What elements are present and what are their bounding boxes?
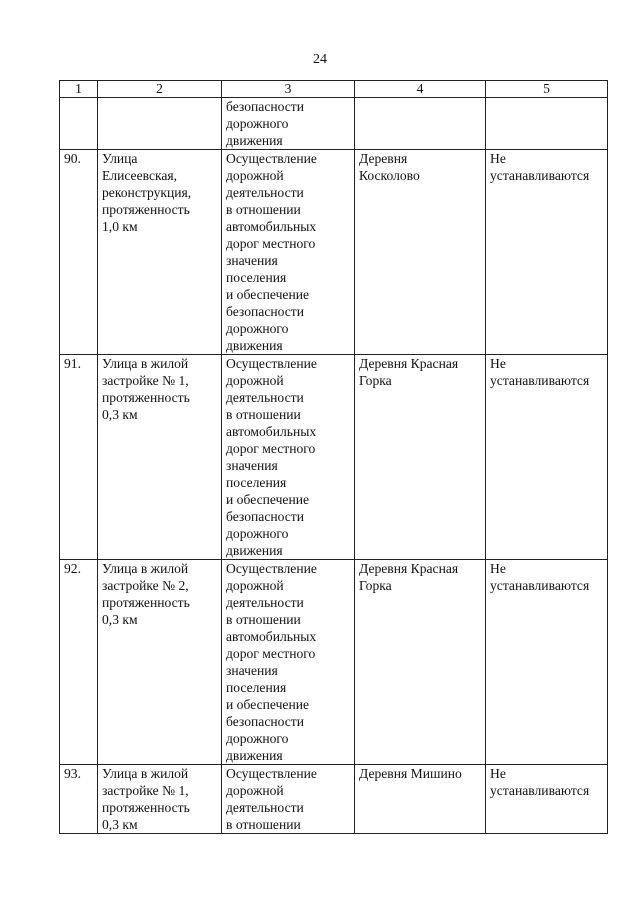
column-header: 3 (222, 81, 355, 98)
column-header: 2 (98, 81, 222, 98)
table-row (60, 150, 608, 355)
object-name: Улица в жилой застройке № 1, протяженность 0,3 км (98, 355, 222, 560)
table-header-row (60, 81, 608, 98)
object-zones: Не устанавливаются (486, 355, 608, 560)
column-header: 1 (60, 81, 98, 98)
table-row-continuation (60, 98, 608, 150)
table-row (60, 560, 608, 765)
object-purpose: Осуществление дорожной деятельности в отношении (222, 765, 355, 834)
object-location: Деревня Красная Горка (355, 560, 486, 765)
row-number: 91. (60, 355, 98, 560)
planning-table (59, 80, 608, 834)
row-number: 90. (60, 150, 98, 355)
table-cell (60, 98, 98, 150)
object-purpose: Осуществление дорожной деятельности в отношении автомобильных дорог местного значения поселения и обеспечение безопасности дорожного движения (222, 355, 355, 560)
object-name: Улица в жилой застройке № 1, протяженность 0,3 км (98, 765, 222, 834)
object-zones: Не устанавливаются (486, 765, 608, 834)
object-location: Деревня Косколово (355, 150, 486, 355)
row-number: 92. (60, 560, 98, 765)
column-header: 4 (355, 81, 486, 98)
table-row (60, 765, 608, 834)
object-purpose: Осуществление дорожной деятельности в отношении автомобильных дорог местного значения поселения и обеспечение безопасности дорожного движения (222, 150, 355, 355)
table-cell-purpose: безопасности дорожного движения (222, 98, 355, 150)
object-zones: Не устанавливаются (486, 560, 608, 765)
column-header: 5 (486, 81, 608, 98)
object-location: Деревня Красная Горка (355, 355, 486, 560)
page-number: 24 (313, 52, 327, 67)
table-cell (355, 98, 486, 150)
table-cell (486, 98, 608, 150)
object-location: Деревня Мишино (355, 765, 486, 834)
object-purpose: Осуществление дорожной деятельности в отношении автомобильных дорог местного значения поселения и обеспечение безопасности дорожного движения (222, 560, 355, 765)
row-number: 93. (60, 765, 98, 834)
table-cell (98, 98, 222, 150)
object-zones: Не устанавливаются (486, 150, 608, 355)
object-name: Улица в жилой застройке № 2, протяженность 0,3 км (98, 560, 222, 765)
object-name: Улица Елисеевская, реконструкция, протяженность 1,0 км (98, 150, 222, 355)
table-row (60, 355, 608, 560)
